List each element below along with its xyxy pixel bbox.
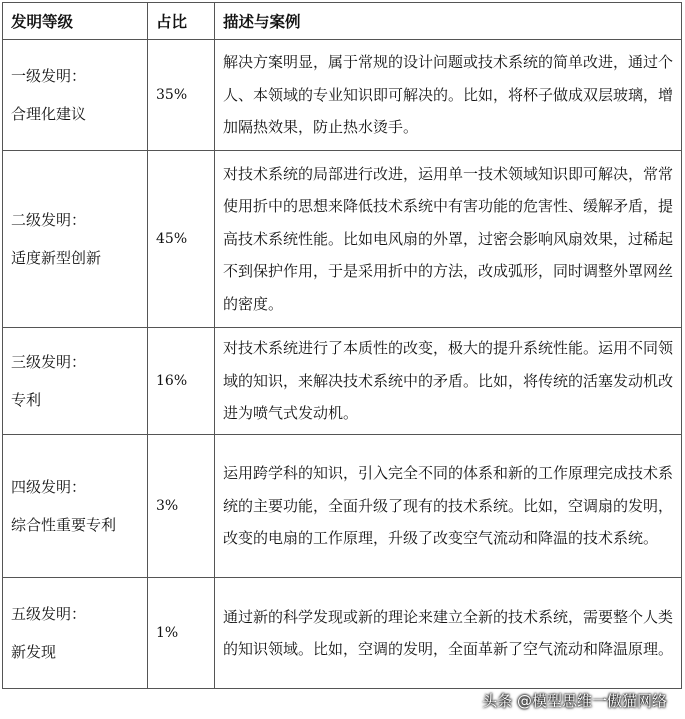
level-subtitle: 综合性重要专利 — [11, 516, 117, 534]
level-name: 三级发明： — [11, 353, 87, 371]
level-cell — [3, 40, 148, 151]
table-header-row — [3, 3, 682, 40]
level-cell — [3, 578, 148, 689]
header-description: 描述与案例 — [215, 3, 682, 40]
table-row — [3, 328, 682, 435]
percent-cell: 35% — [148, 40, 215, 151]
percent-cell: 3% — [148, 435, 215, 578]
level-subtitle: 适度新型创新 — [11, 249, 102, 267]
level-subtitle: 合理化建议 — [11, 105, 87, 123]
header-percent: 占比 — [148, 3, 215, 40]
percent-cell: 1% — [148, 578, 215, 689]
description-cell: 对技术系统的局部进行改进，运用单一技术领域知识即可解决，常常使用折中的思想来降低技术系统中有害功能的危害性、缓解矛盾，提高技术系统性能。比如电风扇的外罩，过密会影响风扇效果，过稀起不到保护作用，于是采用折中的方法，改成弧形，同时调整外罩网丝的密度。 — [215, 151, 682, 328]
description-cell: 通过新的科学发现或新的理论来建立全新的技术系统，需要整个人类的知识领域。比如，空调的发明，全面革新了空气流动和降温原理。 — [215, 578, 682, 689]
percent-cell: 45% — [148, 151, 215, 328]
level-name: 二级发明： — [11, 211, 87, 229]
level-name: 四级发明： — [11, 478, 87, 496]
level-cell — [3, 151, 148, 328]
percent-cell: 16% — [148, 328, 215, 435]
invention-levels-table — [2, 2, 682, 689]
table-row — [3, 435, 682, 578]
header-level: 发明等级 — [3, 3, 148, 40]
description-cell: 对技术系统进行了本质性的改变，极大的提升系统性能。运用不同领域的知识，来解决技术系统中的矛盾。比如，将传统的活塞发动机改进为喷气式发动机。 — [215, 328, 682, 435]
table-row — [3, 578, 682, 689]
level-cell — [3, 435, 148, 578]
level-name: 五级发明： — [11, 605, 87, 623]
table-row — [3, 151, 682, 328]
level-cell — [3, 328, 148, 435]
level-subtitle: 专利 — [11, 391, 42, 409]
level-name: 一级发明： — [11, 67, 87, 85]
table-row — [3, 40, 682, 151]
description-cell: 运用跨学科的知识，引入完全不同的体系和新的工作原理完成技术系统的主要功能，全面升级了现有的技术系统。比如，空调扇的发明，改变的电扇的工作原理，升级了改变空气流动和降温的技术系统。 — [215, 435, 682, 578]
description-cell: 解决方案明显，属于常规的设计问题或技术系统的简单改进，通过个人、本领域的专业知识即可解决的。比如，将杯子做成双层玻璃，增加隔热效果，防止热水烫手。 — [215, 40, 682, 151]
level-subtitle: 新发现 — [11, 643, 57, 661]
watermark: 头条 @模型思维一傲猫网络 — [482, 692, 667, 710]
